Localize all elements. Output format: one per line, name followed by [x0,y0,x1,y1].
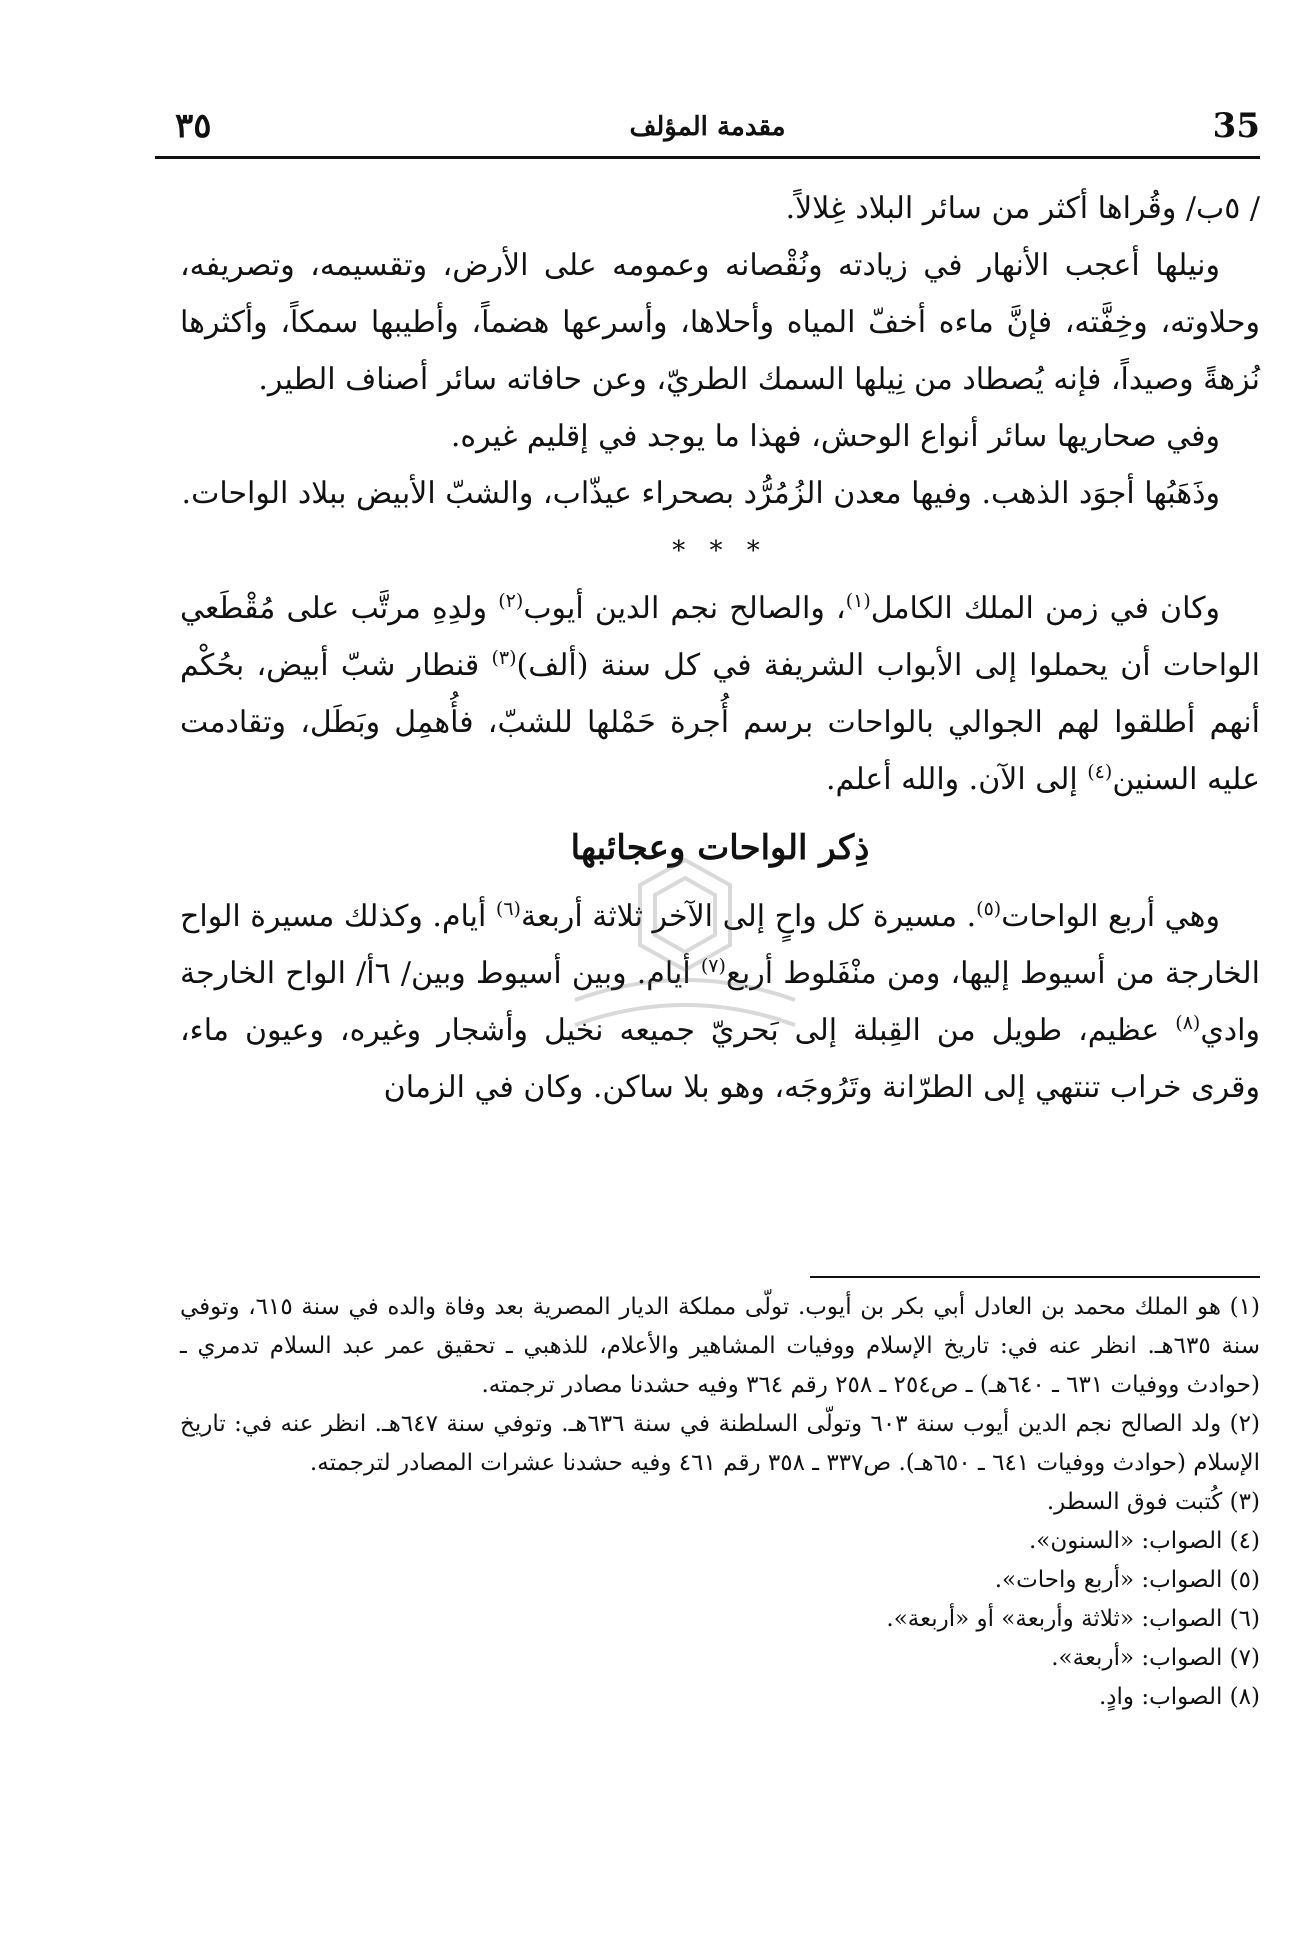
main-text [180,180,1260,1116]
paragraph-5 [180,580,1260,808]
text-run: إلى الآن. والله أعلم. [825,762,1088,797]
text-run: أيام. وبين أسيوط وبين/ ٦أ/ الواح الخارجة وادي [180,956,1260,1048]
text-run: وهي أربع الواحات [1001,899,1220,934]
text-run: عظيم، طويل من القِبلة إلى بَحريّ جميعه نخيل وأشجار وغيره، وعيون ماء، وقرى خراب تنتهي إلى الطرّانة وتَرُوجَه، وهو بلا ساكن. وكان في الزمان [180,1013,1260,1105]
footnote-7: (٧) الصواب: «أربعة». [1051,1645,1260,1671]
text-run: . مسيرة كل واحٍ إلى الآخر ثلاثة أربعة [520,899,977,934]
paragraph-6 [180,888,1260,1116]
footnote-ref[interactable]: (١) [845,590,871,612]
section-separator: * * * [672,536,768,566]
section-heading: ذِكر الواحات وعجائبها [570,828,870,868]
paragraph-2: ونيلها أعجب الأنهار في زيادته ونُقْصانه وعمومه على الأرض، وتقسيمه، وتصريفه، وحلاوته، وخِفَّته، فإنَّ ماءه أخفّ المياه وأحلاها، وأسرعها هضماً، وأطيبها سمكاً، وأكثرها نُزهةً وصيداً، فإنه يُصطاد من نِيلها السمك الطريّ، وعن حافاته سائر أصناف الطير. [180,248,1260,397]
running-title: مقدمة المؤلف [629,112,786,142]
footnote-3: (٣) كُتبت فوق السطر. [1046,1489,1260,1515]
text-run: ولدِهِ مرتَّب على مُقْطَعي الواحات أن يحملوا إلى الأبواب الشريفة في كل سنة (ألف) [180,591,1260,683]
footnote-4: (٤) الصواب: «السنون». [1028,1528,1260,1554]
footnote-1: (١) هو الملك محمد بن العادل أبي بكر بن أيوب. تولّى مملكة الديار المصرية بعد وفاة والده في سنة ٦١٥، وتوفي سنة ٦٣٥هـ. انظر عنه في: تاريخ الإسلام ووفيات المشاهير والأعلام، للذهبي ـ تحقيق عمر عبد السلام تدمري ـ (حوادث ووفيات ٦٣١ ـ ٦٤٠هـ) ـ ص٢٥٤ ـ ٢٥٨ رقم ٣٦٤ وفيه حشدنا مصادر ترجمته. [180,1294,1260,1398]
paragraph-1: / ٥ب/ وقُراها أكثر من سائر البلاد غِلالاً. [785,191,1260,226]
text-run: ، والصالح نجم الدين أيوب [523,591,846,626]
footnotes [180,1288,1260,1717]
footnote-ref[interactable]: (٦) [495,898,521,920]
header-rule [155,156,1260,159]
footnote-6: (٦) الصواب: «ثلاثة وأربعة» أو «أربعة». [886,1606,1260,1632]
page-number-latin: 35 [1212,106,1260,146]
footnote-ref[interactable]: (٣) [491,647,517,669]
text-run: أيام. وكذلك مسيرة الواح الخارجة من أسيوط إليها، ومن منْفَلوط أربع [180,899,1260,991]
paragraph-3: وفي صحاريها سائر أنواع الوحش، فهذا ما يوجد في إقليم غيره. [450,419,1220,454]
page-number-arabic: ٣٥ [175,106,212,146]
footnote-ref[interactable]: (٨) [1175,1012,1201,1034]
page-header [155,100,1260,160]
footnote-ref[interactable]: (٢) [498,590,524,612]
footnote-5: (٥) الصواب: «أربع واحات». [994,1567,1260,1593]
text-run: قنطار شبّ أبيض، بحُكْم أنهم أطلقوا لهم الجوالي بالواحات برسم أُجرة حَمْلها للشبّ، فأُهمِل وبَطَل، وتقادمت عليه السنين [180,648,1260,797]
footnote-rule [810,1276,1260,1278]
footnote-ref[interactable]: (٤) [1087,761,1113,783]
text-run: وكان في زمن الملك الكامل [870,591,1220,626]
footnote-8: (٨) الصواب: وادٍ. [1098,1684,1260,1710]
paragraph-4: وذَهَبُها أجوَد الذهب. وفيها معدن الزُمُرُّد بصحراء عيذّاب، والشبّ الأبيض ببلاد الواحات. [181,476,1220,511]
footnote-ref[interactable]: (٥) [976,898,1002,920]
footnote-ref[interactable]: (٧) [700,955,726,977]
footnote-2: (٢) ولد الصالح نجم الدين أيوب سنة ٦٠٣ وتولّى السلطنة في سنة ٦٣٦هـ. وتوفي سنة ٦٤٧هـ. انظر عنه في: تاريخ الإسلام (حوادث ووفيات ٦٤١ ـ ٦٥٠هـ). ص٣٣٧ ـ ٣٥٨ رقم ٤٦١ وفيه حشدنا عشرات المصادر لترجمته. [180,1411,1260,1476]
